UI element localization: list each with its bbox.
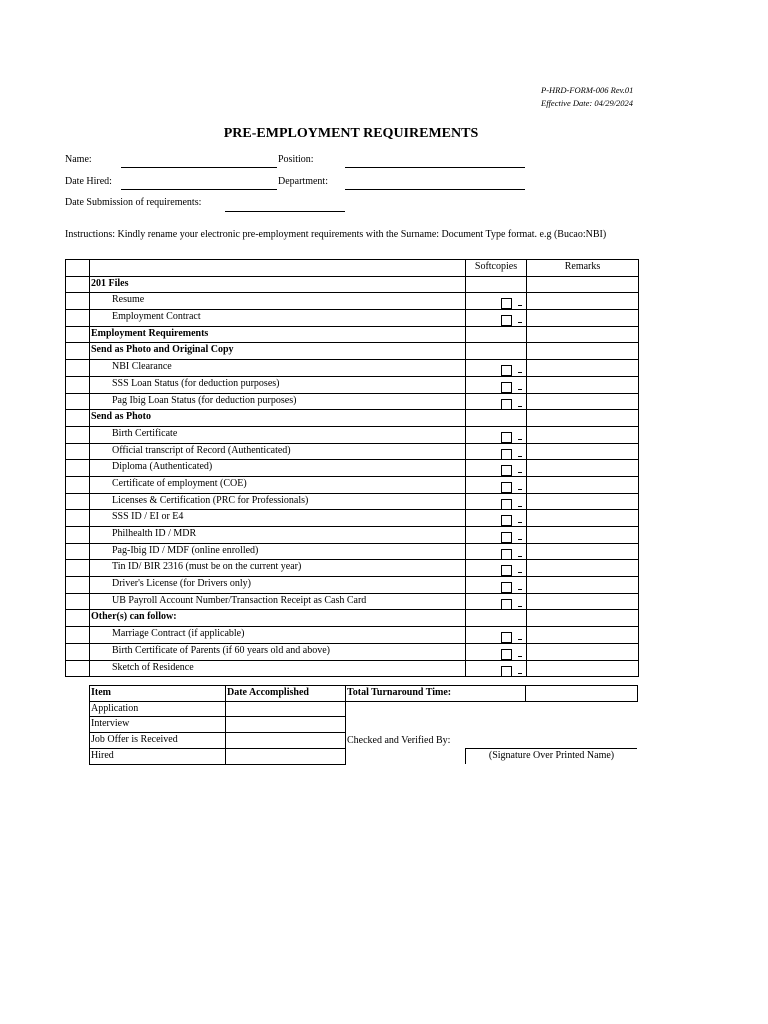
tracking-item: Job Offer is Received — [90, 732, 226, 749]
remarks-line — [518, 506, 522, 507]
softcopy-cell — [466, 660, 527, 677]
requirement-label: Marriage Contract (if applicable) — [90, 627, 466, 644]
name-label: Name: — [65, 154, 92, 165]
blank-cell — [66, 493, 90, 510]
softcopy-cell — [466, 527, 527, 544]
remarks-line — [518, 389, 522, 390]
remarks-cell[interactable] — [527, 510, 639, 527]
requirement-label: Employment Contract — [90, 310, 466, 327]
section-heading: Send as Photo — [90, 410, 466, 427]
table-row — [66, 510, 639, 527]
remarks-line — [518, 572, 522, 573]
softcopy-cell — [466, 493, 527, 510]
blank-cell — [66, 476, 90, 493]
blank-cell — [66, 443, 90, 460]
requirement-label: Philhealth ID / MDR — [90, 527, 466, 544]
table-row — [66, 577, 639, 594]
softcopy-cell — [466, 376, 527, 393]
softcopy-cell — [466, 310, 527, 327]
instructions: Instructions: Kindly rename your electronic pre-employment requirements with the Surname: Document Type format. e.g (Bucao:NBI) — [65, 229, 607, 240]
remarks-cell[interactable] — [527, 310, 639, 327]
softcopy-cell — [466, 443, 527, 460]
table-row — [90, 701, 638, 717]
requirement-label: Certificate of employment (COE) — [90, 476, 466, 493]
blank-cell — [526, 717, 638, 733]
signature-line[interactable] — [465, 748, 637, 749]
softcopy-checkbox[interactable] — [501, 482, 512, 493]
table-row — [66, 460, 639, 477]
department-label: Department: — [278, 176, 328, 187]
blank-cell — [526, 701, 638, 717]
remarks-cell — [527, 326, 639, 343]
remarks-cell[interactable] — [527, 543, 639, 560]
blank-cell — [66, 376, 90, 393]
remarks-cell[interactable] — [527, 360, 639, 377]
remarks-line — [518, 606, 522, 607]
table-row — [66, 443, 639, 460]
blank-cell — [66, 360, 90, 377]
softcopy-checkbox[interactable] — [501, 365, 512, 376]
tracking-item: Hired — [90, 749, 226, 765]
remarks-cell[interactable] — [527, 527, 639, 544]
position-field[interactable] — [345, 167, 525, 168]
table-row — [66, 360, 639, 377]
softcopy-cell — [466, 560, 527, 577]
effective-date: Effective Date: 04/29/2024 — [541, 98, 634, 108]
remarks-cell[interactable] — [527, 476, 639, 493]
tracking-header-row — [90, 686, 638, 702]
remarks-cell[interactable] — [527, 627, 639, 644]
name-field[interactable] — [121, 167, 277, 168]
remarks-line — [518, 439, 522, 440]
form-code-block — [541, 84, 633, 110]
blank-cell — [66, 610, 90, 627]
softcopy-cell — [466, 577, 527, 594]
remarks-line — [518, 639, 522, 640]
signature-caption: (Signature Over Printed Name) — [488, 750, 615, 761]
blank-cell — [66, 593, 90, 610]
requirement-label: SSS ID / EI or E4 — [90, 510, 466, 527]
blank-cell — [66, 393, 90, 410]
remarks-cell[interactable] — [527, 593, 639, 610]
remarks-cell[interactable] — [527, 560, 639, 577]
softcopy-cell — [466, 426, 527, 443]
requirement-label: Sketch of Residence — [90, 660, 466, 677]
requirement-label: Diploma (Authenticated) — [90, 460, 466, 477]
table-row — [66, 610, 639, 627]
table-row — [66, 293, 639, 310]
date-accomplished-cell[interactable] — [226, 749, 346, 765]
softcopy-cell — [466, 276, 527, 293]
softcopy-checkbox[interactable] — [501, 432, 512, 443]
table-row — [66, 310, 639, 327]
blank-cell — [66, 260, 90, 277]
softcopy-cell — [466, 627, 527, 644]
softcopy-cell — [466, 643, 527, 660]
blank-cell — [66, 343, 90, 360]
remarks-cell[interactable] — [527, 393, 639, 410]
softcopy-checkbox[interactable] — [501, 649, 512, 660]
blank-cell — [526, 732, 638, 749]
department-field[interactable] — [345, 189, 525, 190]
softcopy-checkbox[interactable] — [501, 666, 512, 677]
table-row — [66, 660, 639, 677]
requirement-label: Official transcript of Record (Authenticated) — [90, 443, 466, 460]
requirement-label: NBI Clearance — [90, 360, 466, 377]
softcopy-checkbox[interactable] — [501, 565, 512, 576]
blank-cell — [66, 510, 90, 527]
blank-cell — [66, 460, 90, 477]
page-title: PRE-EMPLOYMENT REQUIREMENTS — [223, 126, 479, 141]
date-accomplished-cell[interactable] — [226, 717, 346, 733]
form-code: P-HRD-FORM-006 Rev.01 — [541, 85, 634, 95]
section-heading: 201 Files — [90, 276, 466, 293]
remarks-line — [518, 489, 522, 490]
date-submission-field[interactable] — [225, 211, 345, 212]
softcopy-checkbox[interactable] — [501, 632, 512, 643]
blank-cell — [66, 660, 90, 677]
blank-cell — [66, 410, 90, 427]
remarks-cell — [527, 276, 639, 293]
table-row — [66, 376, 639, 393]
date-accomplished-header: Date Accomplished — [226, 686, 346, 702]
blank-cell — [66, 310, 90, 327]
blank-cell — [66, 543, 90, 560]
remarks-cell[interactable] — [527, 443, 639, 460]
blank-cell — [90, 260, 466, 277]
remarks-cell[interactable] — [527, 376, 639, 393]
softcopy-cell — [466, 343, 527, 360]
tracking-item: Interview — [90, 717, 226, 733]
blank-cell — [346, 701, 526, 717]
blank-cell — [66, 627, 90, 644]
blank-cell — [66, 426, 90, 443]
section-heading: Employment Requirements — [90, 326, 466, 343]
remarks-cell — [527, 410, 639, 427]
table-row — [66, 326, 639, 343]
section-heading: Send as Photo and Original Copy — [90, 343, 466, 360]
softcopy-cell — [466, 410, 527, 427]
position-label: Position: — [278, 154, 314, 165]
softcopy-checkbox[interactable] — [501, 549, 512, 560]
remarks-cell[interactable] — [527, 460, 639, 477]
requirements-table — [65, 259, 639, 677]
table-row — [66, 543, 639, 560]
softcopy-checkbox[interactable] — [501, 582, 512, 593]
remarks-cell — [527, 343, 639, 360]
blank-cell — [66, 577, 90, 594]
total-turnaround-label: Total Turnaround Time: — [346, 686, 526, 702]
table-row — [66, 643, 639, 660]
blank-cell — [346, 717, 526, 733]
table-row — [66, 560, 639, 577]
softcopy-checkbox[interactable] — [501, 465, 512, 476]
table-row — [66, 343, 639, 360]
softcopy-cell — [466, 593, 527, 610]
requirement-label: SSS Loan Status (for deduction purposes) — [90, 376, 466, 393]
requirement-label: Licenses & Certification (PRC for Professionals) — [90, 493, 466, 510]
remarks-line — [518, 656, 522, 657]
requirement-label: Driver's License (for Drivers only) — [90, 577, 466, 594]
table-row — [66, 593, 639, 610]
remarks-line — [518, 305, 522, 306]
requirement-label: UB Payroll Account Number/Transaction Receipt as Cash Card — [90, 593, 466, 610]
table-row — [66, 627, 639, 644]
remarks-cell[interactable] — [527, 426, 639, 443]
softcopy-cell — [466, 510, 527, 527]
softcopy-checkbox[interactable] — [501, 532, 512, 543]
blank-cell — [66, 643, 90, 660]
remarks-line — [518, 472, 522, 473]
remarks-line — [518, 673, 522, 674]
remarks-line — [518, 456, 522, 457]
remarks-cell[interactable] — [527, 643, 639, 660]
softcopy-checkbox[interactable] — [501, 298, 512, 309]
softcopy-checkbox[interactable] — [501, 449, 512, 460]
remarks-line — [518, 589, 522, 590]
requirement-label: Pag Ibig Loan Status (for deduction purposes) — [90, 393, 466, 410]
remarks-cell[interactable] — [527, 293, 639, 310]
softcopy-checkbox[interactable] — [501, 315, 512, 326]
softcopy-cell — [466, 293, 527, 310]
remarks-line — [518, 522, 522, 523]
remarks-line — [518, 539, 522, 540]
checked-by-label: Checked and Verified By: — [347, 735, 451, 747]
softcopy-cell — [466, 543, 527, 560]
table-row — [66, 393, 639, 410]
softcopy-checkbox[interactable] — [501, 515, 512, 526]
softcopies-header: Softcopies — [466, 260, 527, 277]
softcopy-cell — [466, 476, 527, 493]
remarks-line — [518, 372, 522, 373]
requirement-label: Resume — [90, 293, 466, 310]
table-row — [90, 717, 638, 733]
date-hired-field[interactable] — [121, 189, 277, 190]
table-row — [90, 732, 638, 749]
blank-cell — [66, 527, 90, 544]
section-heading: Other(s) can follow: — [90, 610, 466, 627]
table-row — [66, 426, 639, 443]
remarks-cell[interactable] — [527, 577, 639, 594]
table-row — [66, 276, 639, 293]
table-row — [66, 476, 639, 493]
softcopy-cell — [466, 326, 527, 343]
date-accomplished-cell[interactable] — [226, 732, 346, 749]
blank-cell — [66, 326, 90, 343]
date-hired-label: Date Hired: — [65, 176, 112, 187]
softcopy-checkbox[interactable] — [501, 599, 512, 610]
requirement-label: Pag-Ibig ID / MDF (online enrolled) — [90, 543, 466, 560]
item-header: Item — [90, 686, 226, 702]
remarks-cell — [527, 610, 639, 627]
softcopy-checkbox[interactable] — [501, 499, 512, 510]
requirements-header-row — [66, 260, 639, 277]
table-row — [66, 493, 639, 510]
tracking-item: Application — [90, 701, 226, 717]
softcopy-checkbox[interactable] — [501, 382, 512, 393]
remarks-line — [518, 406, 522, 407]
softcopy-cell — [466, 610, 527, 627]
blank-cell — [66, 293, 90, 310]
table-row — [66, 527, 639, 544]
table-row — [66, 410, 639, 427]
remarks-cell[interactable] — [527, 660, 639, 677]
remarks-cell[interactable] — [527, 493, 639, 510]
softcopy-cell — [466, 460, 527, 477]
date-submission-label: Date Submission of requirements: — [65, 197, 202, 208]
requirement-label: Tin ID/ BIR 2316 (must be on the current year) — [90, 560, 466, 577]
blank-cell — [66, 560, 90, 577]
requirement-label: Birth Certificate of Parents (if 60 years old and above) — [90, 643, 466, 660]
date-accomplished-cell[interactable] — [226, 701, 346, 717]
softcopy-cell — [466, 360, 527, 377]
softcopy-cell — [466, 393, 527, 410]
remarks-line — [518, 322, 522, 323]
total-turnaround-value[interactable] — [526, 686, 638, 702]
blank-cell — [66, 276, 90, 293]
softcopy-checkbox[interactable] — [501, 399, 512, 410]
remarks-header: Remarks — [527, 260, 639, 277]
requirement-label: Birth Certificate — [90, 426, 466, 443]
remarks-line — [518, 556, 522, 557]
